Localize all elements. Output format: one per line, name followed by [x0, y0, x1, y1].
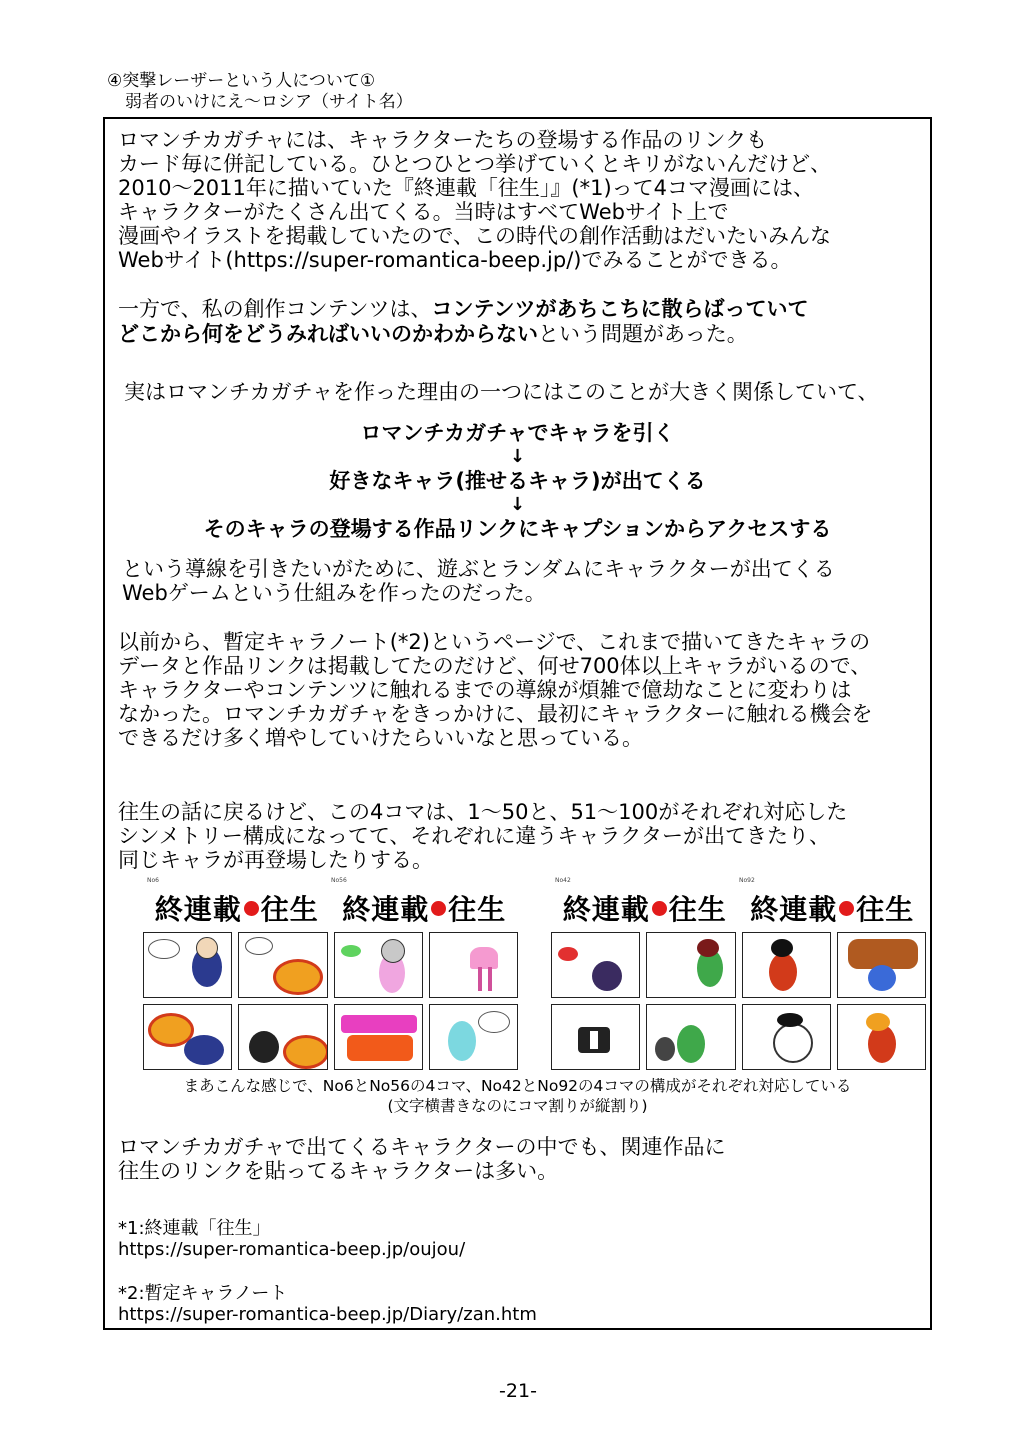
- red-dot-icon: [431, 901, 446, 916]
- comic-panel: [837, 932, 926, 998]
- comic-title: 終連載 往生: [154, 893, 319, 926]
- strip-number: No92: [739, 877, 755, 884]
- text-line: 漫画やイラストを掲載していたので、この時代の創作活動はだいたいみんな: [118, 224, 831, 248]
- footnote-2-label: *2:暫定キャラノート: [118, 1283, 288, 1304]
- text-line: 同じキャラが再登場したりする。: [118, 848, 433, 872]
- down-arrow-icon: ↓: [509, 494, 526, 515]
- red-dot-icon: [652, 901, 667, 916]
- comic-panel: [238, 932, 327, 998]
- comic-panel: [429, 932, 518, 998]
- text-normal: という問題があった。: [538, 322, 748, 346]
- comic-title: 終連載 往生: [750, 893, 915, 926]
- flow-step-2: 好きなキャラ(推せるキャラ)が出てくる: [329, 469, 706, 493]
- comic-title: 終連載 往生: [342, 893, 507, 926]
- article-subheading: 弱者のいけにえ〜ロシア（サイト名）: [125, 92, 413, 112]
- strip-title: [143, 887, 518, 929]
- strip-title: [551, 887, 926, 929]
- text-line: データと作品リンクは掲載してたのだけど、何せ700体以上キャラがいるので、: [118, 654, 872, 678]
- comic-strip-left: [143, 877, 518, 1072]
- comic-panels: [143, 932, 518, 1070]
- page-number: -21-: [499, 1380, 537, 1402]
- red-dot-icon: [244, 901, 259, 916]
- text-line: 2010〜2011年に描いていた『終連載「往生」』(*1)って4コマ漫画には、: [118, 176, 814, 200]
- strip-number: No42: [555, 877, 571, 884]
- comic-panels: [551, 932, 926, 1070]
- comic-strip-right: [551, 877, 926, 1072]
- footnote-2-url[interactable]: https://super-romantica-beep.jp/Diary/zan.htm: [118, 1304, 537, 1325]
- image-caption-sub: (文字横書きなのにコマ割りが縦割り): [387, 1097, 648, 1115]
- flow-step-3: そのキャラの登場する作品リンクにキャプションからアクセスする: [203, 517, 832, 541]
- text-normal: 一方で、私の創作コンテンツは、: [118, 297, 432, 321]
- text-line: キャラクターやコンテンツに触れるまでの導線が煩雑で億劫なことに変わりは: [118, 678, 852, 702]
- comic-panel: [551, 1004, 640, 1070]
- flow-step-1: ロマンチカガチャでキャラを引く: [360, 421, 675, 445]
- comic-panel: [742, 932, 831, 998]
- text-line: カード毎に併記している。ひとつひとつ挙げていくとキリがないんだけど、: [118, 152, 832, 176]
- comic-panel: [742, 1004, 831, 1070]
- text-line: Webサイト(https://super-romantica-beep.jp/)でみることができる。: [118, 248, 792, 272]
- text-line: [118, 297, 808, 321]
- comic-panel: [551, 932, 640, 998]
- footnote-1-label: *1:終連載「往生」: [118, 1218, 271, 1239]
- text-line: 実はロマンチカガチャを作った理由の一つにはこのことが大きく関係していて、: [124, 380, 879, 404]
- strip-number: No6: [147, 877, 159, 884]
- text-line: なかった。ロマンチカガチャをきっかけに、最初にキャラクターに触れる機会を: [118, 702, 873, 726]
- comic-panel: [334, 932, 423, 998]
- comic-panel: [837, 1004, 926, 1070]
- strip-number: No56: [331, 877, 347, 884]
- text-line: という導線を引きたいがために、遊ぶとランダムにキャラクターが出てくる: [122, 557, 835, 581]
- footnote-1-url[interactable]: https://super-romantica-beep.jp/oujou/: [118, 1239, 466, 1260]
- text-line: ロマンチカガチャには、キャラクターたちの登場する作品のリンクも: [118, 128, 768, 152]
- comic-panel: [238, 1004, 327, 1070]
- text-line: シンメトリー構成になってて、それぞれに違うキャラクターが出てきたり、: [118, 824, 831, 848]
- text-line: [118, 322, 748, 346]
- text-line: できるだけ多く増やしていけたらいいなと思っている。: [118, 726, 643, 750]
- article-heading: ④突撃レーザーという人について①: [107, 71, 376, 91]
- comic-panel: [143, 932, 232, 998]
- down-arrow-icon: ↓: [509, 446, 526, 467]
- image-caption: まあこんな感じで、No6とNo56の4コマ、No42とNo92の4コマの構成がそれぞれ対応している: [183, 1077, 852, 1095]
- text-emphasis: どこから何をどうみればいいのかわからない: [118, 322, 538, 346]
- text-line: 往生の話に戻るけど、この4コマは、1〜50と、51〜100がそれぞれ対応した: [118, 800, 848, 824]
- text-line: ロマンチカガチャで出てくるキャラクターの中でも、関連作品に: [118, 1135, 726, 1159]
- text-line: キャラクターがたくさん出てくる。当時はすべてWebサイト上で: [118, 200, 729, 224]
- text-line: Webゲームという仕組みを作ったのだった。: [122, 581, 546, 605]
- comic-panel: [646, 1004, 735, 1070]
- red-dot-icon: [839, 901, 854, 916]
- comic-panel: [429, 1004, 518, 1070]
- comic-panel: [646, 932, 735, 998]
- text-emphasis: コンテンツがあちこちに散らばっていて: [431, 297, 809, 321]
- text-line: 以前から、暫定キャラノート(*2)というページで、これまで描いてきたキャラの: [118, 630, 871, 654]
- comic-panel: [143, 1004, 232, 1070]
- comic-title: 終連載 往生: [562, 893, 727, 926]
- text-line: 往生のリンクを貼ってるキャラクターは多い。: [118, 1159, 559, 1183]
- comic-panel: [334, 1004, 423, 1070]
